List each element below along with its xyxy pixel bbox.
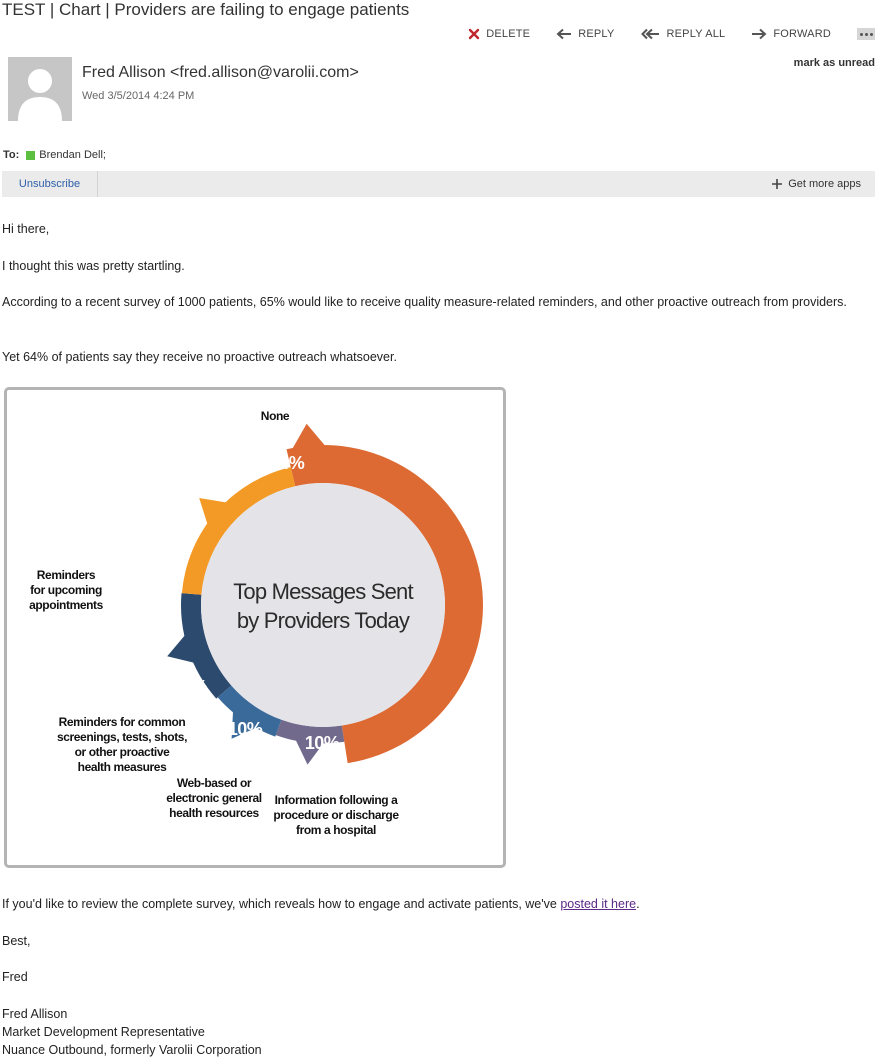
delete-button[interactable] xyxy=(468,28,530,40)
sent-date: Wed 3/5/2014 4:24 PM xyxy=(82,90,195,102)
body-paragraph-3: Yet 64% of patients say they receive no proactive outreach whatsoever. xyxy=(2,350,397,364)
slice-value-label: 10% xyxy=(304,733,340,753)
get-more-apps-label: Get more apps xyxy=(788,178,861,190)
reply-all-button[interactable] xyxy=(640,28,725,40)
slice-pointer xyxy=(292,424,327,450)
mark-unread-link[interactable]: mark as unread xyxy=(793,57,875,69)
donut-chart xyxy=(7,390,503,865)
signature-name: Fred Allison xyxy=(2,1007,68,1021)
slice-category-label: Web-based or xyxy=(176,776,252,790)
more-actions-button[interactable] xyxy=(857,28,875,40)
ellipsis-dot xyxy=(870,33,873,36)
chart-title-line: Top Messages Sent xyxy=(233,579,413,604)
slice-category-label: health resources xyxy=(169,806,259,820)
reply-button[interactable] xyxy=(556,28,614,40)
slice-value-label: 25% xyxy=(146,564,182,584)
donut-chart-image xyxy=(4,387,506,868)
app-bar xyxy=(2,171,875,197)
to-row xyxy=(3,149,106,161)
slice-category-label: electronic general xyxy=(166,791,262,805)
get-more-apps-button[interactable] xyxy=(772,171,861,197)
signature-title: Market Development Representative xyxy=(2,1025,205,1039)
survey-link[interactable]: posted it here xyxy=(560,897,637,911)
sender-avatar xyxy=(8,57,72,121)
ellipsis-dot xyxy=(865,33,868,36)
forward-icon xyxy=(751,28,767,40)
slice-value-label: 64% xyxy=(269,453,305,473)
unsubscribe-button[interactable]: Unsubscribe xyxy=(2,171,98,197)
slice-value-label: 10% xyxy=(227,719,263,739)
slice-category-label: Reminders for common xyxy=(58,715,186,729)
paragraph-4-period: . xyxy=(636,897,640,911)
chart-title-line: by Providers Today xyxy=(236,608,410,633)
presence-status-icon xyxy=(26,151,35,160)
email-subject: TEST | Chart | Providers are failing to engage patients xyxy=(2,0,410,19)
forward-button[interactable] xyxy=(751,28,831,40)
reply-label: REPLY xyxy=(578,28,615,40)
signoff: Fred xyxy=(2,970,28,984)
body-paragraph-4 xyxy=(2,896,640,913)
slice-category-label: or other proactive xyxy=(74,745,170,759)
slice-category-label: health measures xyxy=(77,760,167,774)
message-toolbar xyxy=(468,28,875,40)
donut-center xyxy=(201,483,445,727)
forward-label: FORWARD xyxy=(773,28,831,40)
slice-value-label: 16% xyxy=(172,677,208,697)
slice-category-label: Reminders xyxy=(36,568,96,582)
slice-category-label: appointments xyxy=(29,598,103,612)
slice-category-label: for upcoming xyxy=(30,583,102,597)
slice-category-label: Information following a xyxy=(274,793,398,807)
plus-icon xyxy=(772,179,782,189)
closing: Best, xyxy=(2,934,31,948)
reply-icon xyxy=(556,28,572,40)
reply-all-icon xyxy=(640,28,660,40)
delete-icon xyxy=(468,28,480,40)
slice-category-label: from a hospital xyxy=(295,823,377,837)
slice-category-label: None xyxy=(260,409,290,423)
slice-category-label: procedure or discharge xyxy=(273,808,399,822)
greeting: Hi there, xyxy=(2,222,50,236)
ellipsis-dot xyxy=(860,33,863,36)
body-paragraph-1: I thought this was pretty startling. xyxy=(2,259,185,273)
recipient-name: Brendan Dell; xyxy=(39,149,106,161)
to-label: To: xyxy=(3,149,20,161)
slice-category-label: screenings, tests, shots, xyxy=(56,730,188,744)
delete-label: DELETE xyxy=(486,28,531,40)
paragraph-4-text: If you'd like to review the complete survey, which reveals how to engage and activate patients, we've xyxy=(2,897,561,911)
sender-name: Fred Allison <fred.allison@varolii.com> xyxy=(82,64,359,81)
reply-all-label: REPLY ALL xyxy=(666,28,726,40)
recipient[interactable] xyxy=(26,149,106,161)
signature-company: Nuance Outbound, formerly Varolii Corporation xyxy=(2,1043,262,1057)
body-paragraph-2: According to a recent survey of 1000 patients, 65% would like to receive quality measure-related reminders, and other proactive outreach from providers. xyxy=(2,295,847,309)
person-icon xyxy=(8,57,72,121)
